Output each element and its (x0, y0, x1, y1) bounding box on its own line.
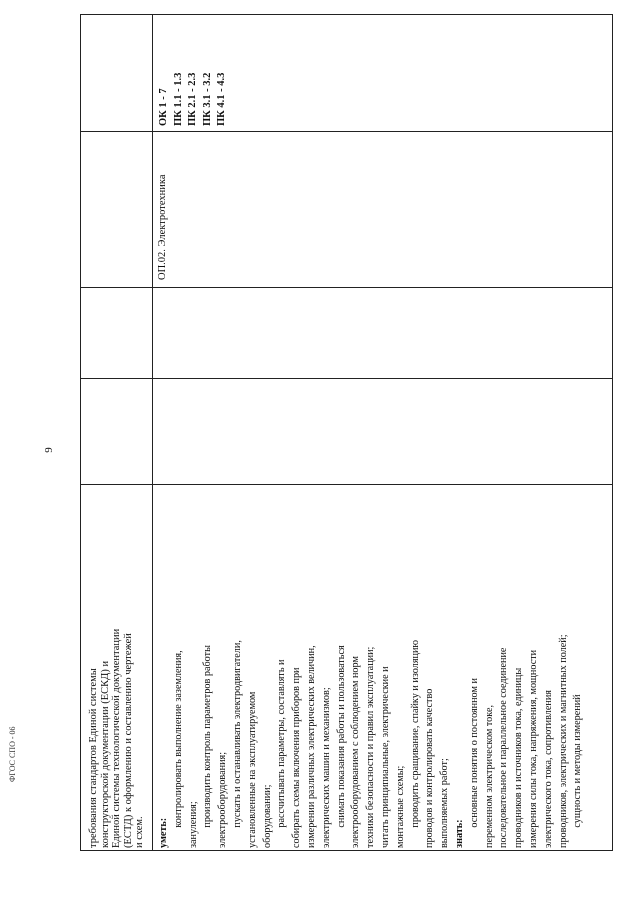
table-line-top (80, 14, 612, 15)
section-heading: знать: (453, 819, 465, 848)
text-line: выполняемых работ; (439, 758, 451, 848)
footer-code: ФГОС СПО - 06 (8, 726, 17, 782)
text-line: последовательное и параллельное соединение (498, 647, 510, 848)
text-line: рассчитывать параметры, составлять и (276, 659, 288, 848)
skills-knowledge-cell (157, 634, 586, 848)
text-line: основные понятия о постоянном и (468, 678, 480, 848)
discipline-name: ОП.02. Электротехника (157, 174, 168, 280)
page-number: 9 (42, 447, 55, 453)
text-line: электрических машин и механизмов; (320, 687, 332, 848)
text-line: пускать и останавливать электродвигатели, (231, 640, 243, 848)
text-line: оборудовании; (261, 784, 273, 848)
table-line-2 (80, 287, 612, 288)
discipline-cell (157, 175, 169, 280)
competency-code: ПК 4.1 - 4.3 (216, 72, 227, 126)
competency-code: ПК 2.1 - 2.3 (187, 72, 198, 126)
text-line: проводников, электрических и магнитных полей; (557, 634, 569, 848)
text-line: производить контроль параметров работы (202, 645, 214, 848)
text-line: монтажные схемы; (394, 765, 406, 848)
text-line: электрооборудования; (217, 751, 229, 848)
text-line: проводов и контролировать качество (424, 688, 436, 848)
table-line-1 (80, 131, 612, 132)
table-row-line-left (80, 14, 81, 851)
text-line: и схем. (134, 816, 146, 848)
table-line-4 (80, 484, 612, 485)
text-line: электрического тока, сопротивления (542, 690, 554, 848)
text-line: конструкторской документации (ЕСКД) и (99, 660, 111, 848)
table-line-bottom (80, 850, 612, 851)
competency-code: ПК 3.1 - 3.2 (201, 72, 213, 126)
text-line: проводить сращивание, спайку и изоляцию (409, 639, 421, 848)
competencies-cell (157, 73, 230, 126)
competency-code: ОК 1 - 7 (158, 88, 169, 126)
text-line: (ЕСТД) к оформлению и составлению чертежей (122, 633, 134, 848)
section-heading: уметь: (158, 817, 169, 848)
table-row-line-1 (152, 14, 153, 851)
text-line: измерении различных электрических величин, (305, 645, 317, 848)
text-line: переменном электрическом токе, (483, 704, 495, 848)
text-line: установленные на эксплуатируемом (246, 691, 258, 848)
text-line: требования стандартов Единой системы (88, 668, 99, 848)
text-line: читать принципиальные, электрические и (379, 666, 391, 848)
top-cell-text (88, 629, 146, 848)
text-line: собирать схемы включения приборов при (291, 667, 303, 848)
text-line: Единой системы технологической документации (111, 628, 123, 848)
table-line-3 (80, 378, 612, 379)
competency-code: ПК 1.1 - 1.3 (172, 72, 184, 126)
table-row-line-right (612, 14, 613, 851)
text-line: измерения силы тока, напряжения, мощности (527, 649, 539, 848)
text-line: проводников и источников тока, единицы (513, 667, 525, 848)
text-line: электрооборудованием с соблюдением норм (350, 656, 362, 848)
text-line: снимать показания работы и пользоваться (335, 645, 347, 848)
text-line: техники безопасности и правил эксплуатации; (365, 646, 377, 848)
text-line: зануления; (187, 801, 199, 848)
text-line: контролировать выполнение заземления, (172, 650, 184, 848)
text-line: сущность и методы измерений (572, 694, 584, 848)
